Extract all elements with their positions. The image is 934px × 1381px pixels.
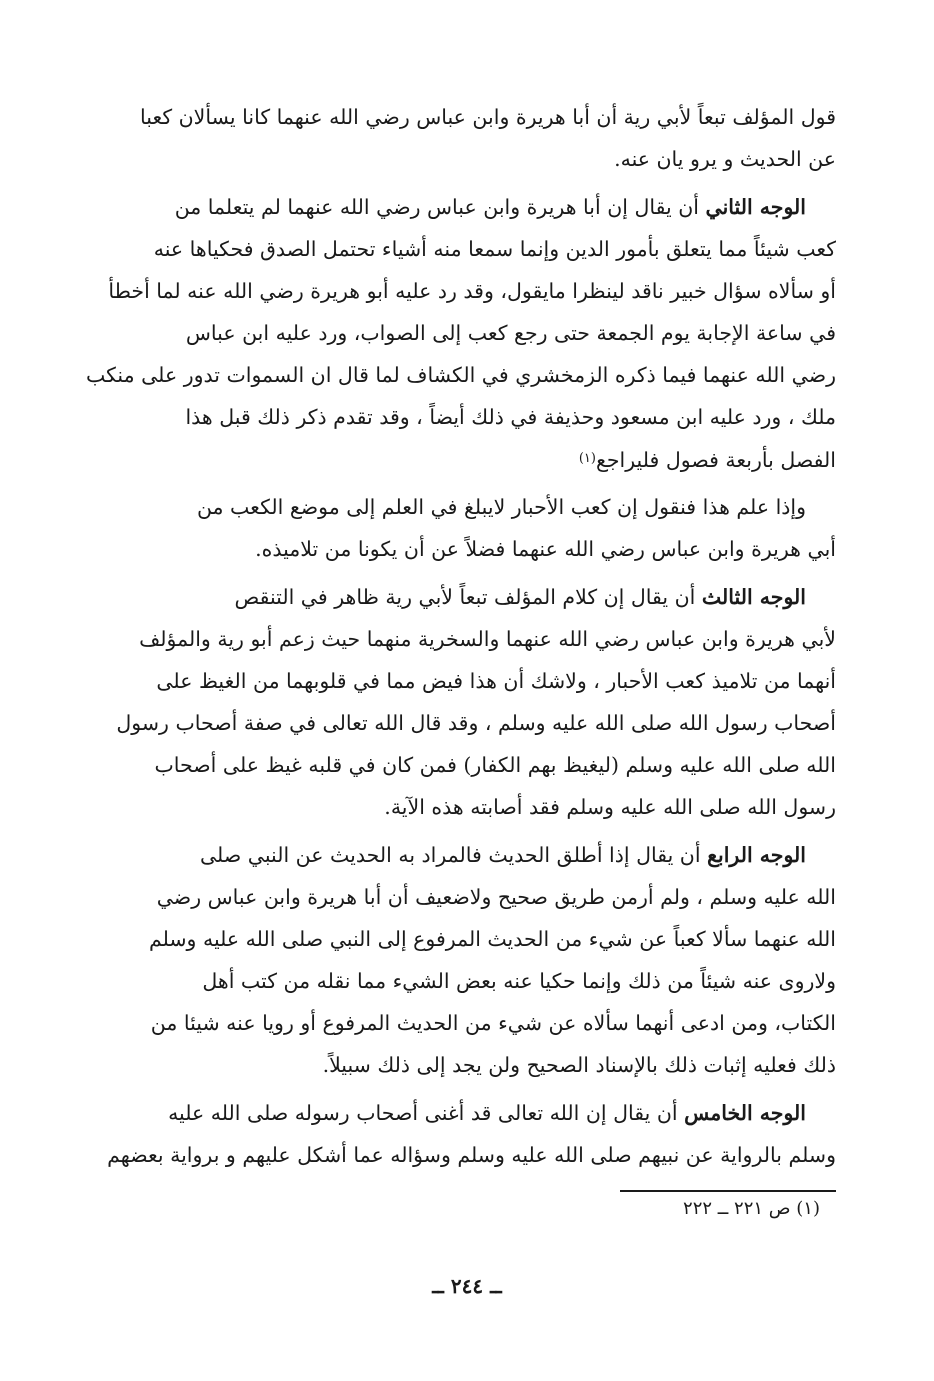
section-heading: الوجه الثاني <box>705 195 806 219</box>
footnote-divider <box>620 1190 836 1192</box>
footnote: (١) ص ٢٢١ ــ ٢٢٢ <box>683 1198 820 1219</box>
text-line: ذلك فعليه إثبات ذلك بالإسناد الصحيح ولن يجد إلى ذلك سبيلاً. <box>322 1053 836 1077</box>
text-line: عن الحديث و يرو يان عنه. <box>614 147 836 171</box>
text-line <box>84 186 836 228</box>
footnote-reference: (١) <box>578 451 596 466</box>
paragraph-ka3b <box>84 486 836 570</box>
text-line: أبي هريرة وابن عباس رضي الله عنهما فضلاً عن أن يكونا من تلاميذه. <box>255 537 836 561</box>
section-fifth-aspect <box>84 1092 836 1176</box>
text-line: أو سألاه سؤال خبير ناقد لينظرا مايقول، وقد رد عليه أبو هريرة رضي الله عنه لما أخطأ <box>108 279 836 303</box>
text-line: الله عليه وسلم ، ولم أرمن طريق صحيح ولاضعيف أن أبا هريرة وابن عباس رضي <box>156 885 836 909</box>
text-line: لأبي هريرة وابن عباس رضي الله عنهما والسخرية منهما حيث زعم أبو رية والمؤلف <box>139 627 836 651</box>
text-line: ملك ، ورد عليه ابن مسعود وحذيفة في ذلك أيضاً ، وقد تقدم ذكر ذلك قبل هذا <box>185 405 836 429</box>
section-heading: الوجه الرابع <box>707 843 806 867</box>
line-text: أن يقال إذا أطلق الحديث فالمراد به الحديث عن النبي صلى <box>199 843 701 867</box>
text-line: الله صلى الله عليه وسلم (ليغيظ بهم الكفار) فمن كان في قلبه غيظ على أصحاب <box>154 753 836 777</box>
text-line: رسول الله صلى الله عليه وسلم فقد أصابته هذه الآية. <box>384 795 836 819</box>
text-line <box>84 1092 836 1134</box>
text-line: في ساعة الإجابة يوم الجمعة حتى رجع كعب إلى الصواب، ورد عليه ابن عباس <box>185 321 836 345</box>
text-line: وسلم بالرواية عن نبيهم صلى الله عليه وسلم وسؤاله عما أشكل عليهم و برواية بعضهم <box>107 1143 836 1167</box>
text-line: الكتاب، ومن ادعى أنهما سألاه عن شيء من الحديث المرفوع أو رويا عنه شيئا من <box>150 1011 836 1035</box>
text-line: ولاروى عنه شيئاً من ذلك وإنما حكيا عنه بعض الشيء مما نقله من كتب أهل <box>202 969 836 993</box>
text-line <box>84 438 836 480</box>
text-line: قول المؤلف تبعاً لأبي رية أن أبا هريرة وابن عباس رضي الله عنهما كانا يسألان كعبا <box>140 105 836 129</box>
line-text: الفصل بأربعة فصول فليراجع <box>595 448 836 472</box>
text-line: وإذا علم هذا فنقول إن كعب الأحبار لايبلغ في العلم إلى موضع الكعب من <box>196 495 806 519</box>
intro-paragraph <box>84 96 836 180</box>
text-line: أنهما من تلاميذ كعب الأحبار ، ولاشك أن هذا فيض مما في قلوبهما من الغيظ على <box>156 669 836 693</box>
text-line <box>84 834 836 876</box>
text-line <box>84 576 836 618</box>
line-text: أن يقال إن أبا هريرة وابن عباس رضي الله عنهما لم يتعلما من <box>174 195 699 219</box>
text-line: أصحاب رسول الله صلى الله عليه وسلم ، وقد قال الله تعالى في صفة أصحاب رسول <box>116 711 836 735</box>
line-text: أن يقال إن كلام المؤلف تبعاً لأبي رية ظاهر في التنقص <box>234 585 696 609</box>
section-fourth-aspect <box>84 834 836 1086</box>
section-second-aspect <box>84 186 836 480</box>
section-heading: الوجه الثالث <box>701 585 806 609</box>
line-text: أن يقال إن الله تعالى قد أغنى أصحاب رسوله صلى الله عليه <box>168 1101 678 1125</box>
page-number: ــ ٢٤٤ ــ <box>432 1274 502 1298</box>
main-text <box>84 96 836 1182</box>
text-line: كعب شيئاً مما يتعلق بأمور الدين وإنما سمعا منه أشياء تحتمل الصدق فحكياها عنه <box>153 237 836 261</box>
text-line: الله عنهما سألا كعباً عن شيء من الحديث المرفوع إلى النبي صلى الله عليه وسلم <box>148 927 836 951</box>
section-third-aspect <box>84 576 836 828</box>
text-line: رضي الله عنهما فيما ذكره الزمخشري في الكشاف لما قال ان السموات تدور على منكب <box>85 363 836 387</box>
section-heading: الوجه الخامس <box>684 1101 806 1125</box>
